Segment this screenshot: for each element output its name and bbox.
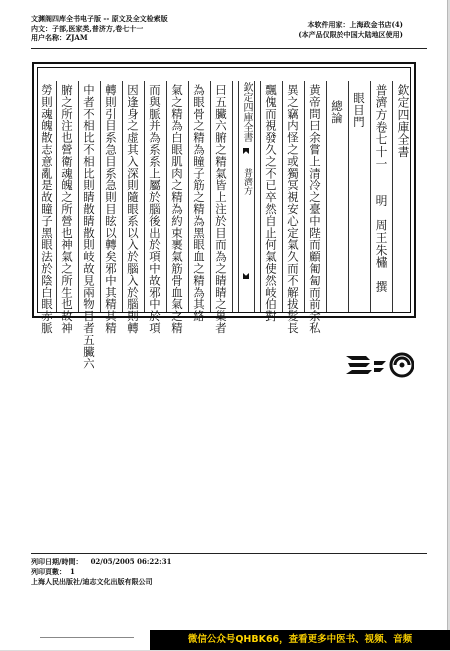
column-rule [100, 81, 101, 312]
print-pages-row [31, 567, 75, 577]
text-column: 欽定四庫全書 [396, 84, 410, 158]
book-banner-title: 欽定四庫全書 [241, 82, 252, 142]
text-column: 腑之所注也營衛魂魄之所營也神氣之所生也故神 [60, 84, 74, 334]
text-column: 轉則引目系急目系急則目眩以轉矣邪中其精其精 [104, 84, 118, 334]
column-rule [392, 81, 393, 312]
column-rule [78, 81, 79, 312]
column-rule [56, 81, 57, 312]
text-column: 飄傀而視發久之不已卒然自止何氣使然岐伯對 [264, 84, 278, 322]
text-column: 總論 [330, 100, 344, 124]
next-page-edge [40, 637, 134, 651]
print-pages-label: 列印頁數： [31, 567, 66, 576]
book-page-frame [32, 62, 416, 370]
header-left [31, 14, 168, 43]
text-column: 普濟方卷七十一 明 周王朱橚 撰 [374, 84, 388, 294]
text-column: 為眼骨之精為瞳子筋之精為黑眼血之精為其絡 [192, 84, 206, 322]
fishtail-mark [243, 148, 249, 154]
column-rule [304, 81, 305, 312]
header-region-note: (本产品仅限於中国大陆地区使用) [298, 29, 403, 39]
text-column: 曰五臟六腑之精氣皆上注於目而為之睛睛之巢者 [214, 84, 228, 334]
text-column: 勞則魂魄散志意亂是故瞳子黑眼法於陰白眼赤脈 [40, 84, 54, 334]
column-rule [188, 81, 189, 312]
text-column: 氣之精為白眼肌肉之精為約束裹氣筋骨血氣之精 [170, 84, 184, 334]
text-column: 眼目門 [352, 92, 366, 128]
footer-divider [31, 553, 427, 554]
text-column: 而與脈并為系系上屬於腦後出於項中故邪中於項 [148, 84, 162, 334]
header-content-path: 内文：子部,医家类,普济方,卷七十一 [31, 23, 144, 33]
book-banner-subtitle: 普濟方 [242, 168, 252, 195]
header-licensee: 本软件用家：上海政金书店(4) [307, 20, 403, 29]
publisher-line: 上海人民出版社/迪志文化出版有限公司 [31, 577, 153, 586]
column-rule [210, 81, 211, 312]
column-rule [282, 81, 283, 312]
column-rule [232, 81, 233, 312]
column-rule [144, 81, 145, 312]
banner-rule [238, 81, 239, 312]
header-title: 文渊阁四库全书电子版 -- 原文及全文检索版 [31, 14, 168, 23]
text-column: 中者不相比不相比則睛散睛散則岐故見兩物目者五臟六 [82, 84, 96, 370]
stylized-logo-icon [344, 350, 414, 380]
header-right [298, 20, 403, 39]
column-rule [260, 81, 261, 312]
column-rule [348, 81, 349, 312]
column-rule [122, 81, 123, 312]
column-rule [370, 81, 371, 312]
print-pages-value: 1 [70, 567, 75, 576]
book-page-inner-border [37, 67, 411, 370]
header-divider [31, 48, 427, 49]
header-user: 用户名称：ZJAM [31, 33, 88, 42]
print-date-label: 列印日期/時間： [31, 557, 83, 566]
text-column: 因逢身之虚其入深則隨眼系以入於腦入於腦則轉 [126, 84, 140, 334]
print-date-row [31, 557, 171, 567]
column-rule [166, 81, 167, 312]
fishtail-mark [243, 273, 249, 279]
text-column: 黄帝問曰余嘗上清冷之臺中陛而顧匍匐而前余私 [308, 84, 322, 334]
watermark-banner: 微信公众号QHBK66，查看更多中医书、视频、音频 [150, 630, 450, 650]
text-column: 異之竊内怪之或獨冥視安心定氣久而不解拔髮長 [286, 84, 300, 334]
print-date-value: 02/05/2005 06:22:31 [90, 557, 172, 566]
column-rule [326, 81, 327, 312]
banner-rule [254, 81, 255, 312]
